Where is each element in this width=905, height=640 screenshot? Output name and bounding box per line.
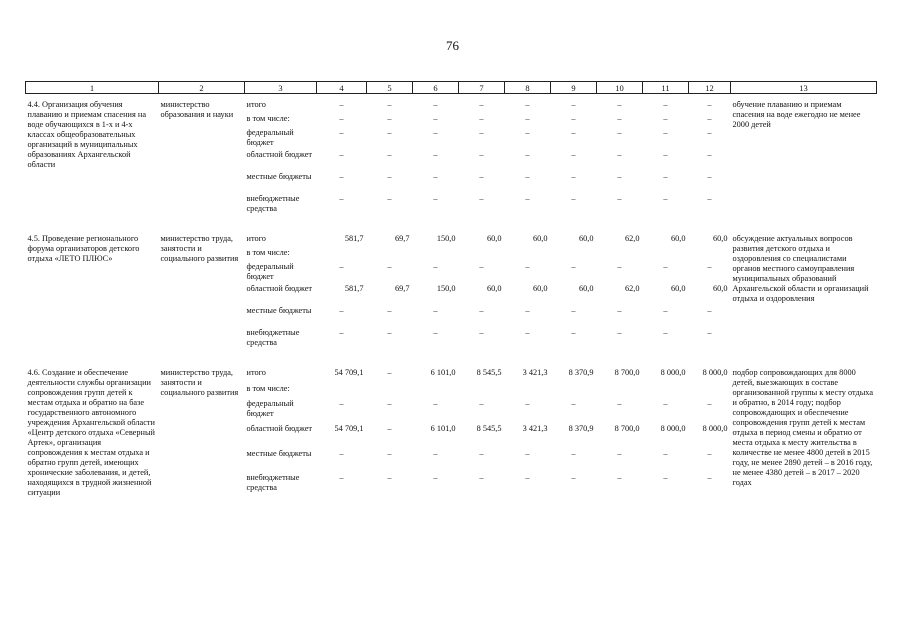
value-cell: – bbox=[617, 328, 622, 337]
value-cell: 150,0 bbox=[436, 284, 456, 293]
value-cell bbox=[643, 248, 689, 262]
value-cell: 581,7 bbox=[344, 234, 364, 243]
value-cell: 150,0 bbox=[436, 234, 456, 243]
value-cell: 60,0 bbox=[578, 234, 594, 243]
value-cell: – bbox=[571, 128, 576, 137]
value-cell: – bbox=[663, 128, 668, 137]
funding-source: итого bbox=[246, 234, 266, 243]
value-cell: – bbox=[339, 448, 344, 458]
header-cell: 1 bbox=[26, 82, 159, 94]
value-cell: – bbox=[479, 399, 484, 409]
value-cell bbox=[317, 248, 367, 262]
header-cell: 11 bbox=[643, 82, 689, 94]
activity-name: 4.6. Создание и обеспечение деятельности службы организации сопровождения групп детей к местам отдыха и обратно на базе государственного автономного учреждения Архангельской области «Центр детского отдыха «Северный Артек», организация сопровождения к местам отдыха и обратно групп детей, имеющих хронические заболевания, и детей, находящихся в трудной жизненной ситуации bbox=[27, 368, 155, 497]
value-cell: 62,0 bbox=[624, 284, 640, 293]
value-cell: – bbox=[663, 448, 668, 458]
value-cell bbox=[689, 248, 731, 262]
value-cell: 8 700,0 bbox=[614, 424, 640, 434]
header-cell: 6 bbox=[413, 82, 459, 94]
value-cell bbox=[367, 384, 413, 400]
value-cell: 60,0 bbox=[670, 234, 686, 243]
value-cell: 69,7 bbox=[394, 234, 410, 243]
funding-source: в том числе: bbox=[246, 114, 290, 123]
value-cell bbox=[597, 384, 643, 400]
value-cell: – bbox=[387, 100, 392, 109]
value-cell: 60,0 bbox=[532, 284, 548, 293]
funding-source: местные бюджеты bbox=[246, 172, 312, 181]
value-cell: 8 370,9 bbox=[568, 368, 594, 377]
value-cell: 8 700,0 bbox=[614, 368, 640, 377]
value-cell: – bbox=[525, 262, 530, 271]
value-cell: – bbox=[571, 194, 576, 203]
value-cell bbox=[413, 384, 459, 400]
funding-source: областной бюджет bbox=[246, 424, 313, 434]
funding-source: внебюджетные средства bbox=[246, 328, 300, 347]
value-cell: – bbox=[339, 114, 344, 123]
value-cell: – bbox=[663, 114, 668, 123]
value-cell: 60,0 bbox=[712, 234, 728, 243]
value-cell: – bbox=[479, 262, 484, 271]
value-cell: – bbox=[617, 448, 622, 458]
value-cell: – bbox=[479, 448, 484, 458]
funding-source: в том числе: bbox=[246, 383, 290, 393]
expected-result: обсуждение актуальных вопросов развития детского отдыха и оздоровления со специалистами органов местного самоуправления муниципальных образований Архангельской области и организаций отдыха и оздоровления bbox=[732, 234, 869, 303]
value-cell: 8 000,0 bbox=[702, 368, 728, 377]
value-cell: 60,0 bbox=[532, 234, 548, 243]
value-cell: – bbox=[617, 172, 622, 181]
header-cell: 10 bbox=[597, 82, 643, 94]
value-cell: – bbox=[387, 114, 392, 123]
value-cell: – bbox=[433, 473, 438, 483]
value-cell: – bbox=[571, 328, 576, 337]
funding-source: федеральный бюджет bbox=[246, 399, 294, 419]
table-body bbox=[26, 94, 877, 499]
value-cell: – bbox=[387, 368, 392, 377]
value-cell: 3 421,3 bbox=[522, 424, 548, 434]
value-cell: – bbox=[571, 100, 576, 109]
value-cell: – bbox=[339, 172, 344, 181]
value-cell: 581,7 bbox=[344, 284, 364, 293]
value-cell: – bbox=[433, 262, 438, 271]
value-cell: – bbox=[339, 306, 344, 315]
value-cell: – bbox=[571, 399, 576, 409]
value-cell: – bbox=[707, 114, 712, 123]
header-cell: 8 bbox=[505, 82, 551, 94]
value-cell: 54 709,1 bbox=[334, 368, 364, 377]
value-cell: – bbox=[707, 262, 712, 271]
value-cell: – bbox=[571, 150, 576, 159]
funding-source: федеральный бюджет bbox=[246, 128, 294, 147]
header-cell: 3 bbox=[245, 82, 317, 94]
value-cell: – bbox=[617, 128, 622, 137]
value-cell: – bbox=[339, 194, 344, 203]
value-cell: – bbox=[387, 328, 392, 337]
value-cell: – bbox=[479, 128, 484, 137]
funding-source: федеральный бюджет bbox=[246, 262, 294, 281]
value-cell: – bbox=[433, 100, 438, 109]
value-cell: 8 370,9 bbox=[568, 424, 594, 434]
value-cell: – bbox=[479, 150, 484, 159]
value-cell: – bbox=[479, 114, 484, 123]
value-cell: – bbox=[387, 448, 392, 458]
value-cell: 6 101,0 bbox=[430, 424, 456, 434]
value-cell: – bbox=[339, 328, 344, 337]
value-cell: – bbox=[571, 306, 576, 315]
value-cell: – bbox=[387, 473, 392, 483]
value-cell: – bbox=[479, 328, 484, 337]
value-cell bbox=[643, 384, 689, 400]
value-cell: – bbox=[571, 448, 576, 458]
value-cell: – bbox=[387, 172, 392, 181]
value-cell: – bbox=[663, 306, 668, 315]
table-row bbox=[26, 100, 877, 114]
value-cell: – bbox=[707, 150, 712, 159]
value-cell bbox=[505, 384, 551, 400]
value-cell: 8 000,0 bbox=[702, 424, 728, 434]
value-cell: – bbox=[707, 306, 712, 315]
value-cell: 60,0 bbox=[486, 284, 502, 293]
funding-source: местные бюджеты bbox=[246, 448, 312, 458]
value-cell: – bbox=[339, 150, 344, 159]
value-cell: – bbox=[571, 262, 576, 271]
value-cell: – bbox=[663, 473, 668, 483]
value-cell: – bbox=[387, 424, 392, 434]
value-cell: – bbox=[479, 306, 484, 315]
value-cell: – bbox=[387, 128, 392, 137]
value-cell: 8 545,5 bbox=[476, 368, 502, 377]
header-cell: 2 bbox=[159, 82, 245, 94]
header-cell: 9 bbox=[551, 82, 597, 94]
value-cell: – bbox=[617, 114, 622, 123]
value-cell: – bbox=[663, 262, 668, 271]
value-cell: 62,0 bbox=[624, 234, 640, 243]
value-cell: – bbox=[525, 328, 530, 337]
header-cell: 13 bbox=[731, 82, 877, 94]
value-cell: – bbox=[433, 306, 438, 315]
value-cell: – bbox=[571, 172, 576, 181]
value-cell: – bbox=[387, 262, 392, 271]
value-cell: – bbox=[663, 194, 668, 203]
table-row bbox=[26, 234, 877, 248]
value-cell: – bbox=[433, 399, 438, 409]
value-cell: – bbox=[617, 100, 622, 109]
table-row bbox=[26, 368, 877, 384]
funding-source: итого bbox=[246, 100, 266, 109]
header-cell: 7 bbox=[459, 82, 505, 94]
value-cell: – bbox=[707, 172, 712, 181]
executor: министерство труда, занятости и социального развития bbox=[160, 234, 239, 263]
value-cell: – bbox=[707, 473, 712, 483]
spacer-row bbox=[26, 350, 877, 368]
activity-name: 4.5. Проведение регионального форума организаторов детского отдыха «ЛЕТО ПЛЮС» bbox=[27, 234, 140, 263]
value-cell: – bbox=[433, 150, 438, 159]
value-cell: – bbox=[339, 128, 344, 137]
value-cell: 8 545,5 bbox=[476, 424, 502, 434]
value-cell: 60,0 bbox=[670, 284, 686, 293]
value-cell bbox=[551, 248, 597, 262]
value-cell: – bbox=[663, 150, 668, 159]
value-cell: – bbox=[387, 150, 392, 159]
value-cell bbox=[505, 248, 551, 262]
value-cell: – bbox=[617, 194, 622, 203]
value-cell: – bbox=[617, 399, 622, 409]
value-cell: – bbox=[339, 262, 344, 271]
value-cell: – bbox=[479, 100, 484, 109]
value-cell: 3 421,3 bbox=[522, 368, 548, 377]
value-cell: – bbox=[433, 448, 438, 458]
value-cell: – bbox=[387, 306, 392, 315]
funding-source: местные бюджеты bbox=[246, 306, 312, 315]
value-cell: – bbox=[617, 473, 622, 483]
value-cell: 60,0 bbox=[712, 284, 728, 293]
funding-source: областной бюджет bbox=[246, 150, 313, 159]
value-cell: – bbox=[525, 473, 530, 483]
value-cell: – bbox=[525, 128, 530, 137]
value-cell bbox=[459, 248, 505, 262]
value-cell bbox=[597, 248, 643, 262]
header-row bbox=[26, 82, 877, 94]
value-cell: – bbox=[663, 328, 668, 337]
value-cell bbox=[413, 248, 459, 262]
value-cell: – bbox=[663, 172, 668, 181]
program-table bbox=[25, 81, 877, 498]
page-number: 76 bbox=[446, 38, 459, 53]
value-cell: – bbox=[617, 262, 622, 271]
value-cell: – bbox=[707, 100, 712, 109]
value-cell: – bbox=[617, 306, 622, 315]
spacer-row bbox=[26, 216, 877, 234]
header-cell: 4 bbox=[317, 82, 367, 94]
value-cell: – bbox=[525, 114, 530, 123]
expected-result: подбор сопровождающих для 8000 детей, выезжающих в составе организованной группы к месту отдыха и обратно, в 2014 году; подбор сопровождающих и обеспечение сопровождения групп детей к местам отдыха в период смены и обратно от места отдыха к месту жительства в количестве не менее 4800 детей в 2015 году, не менее 2890 детей – в 2016 году, не менее 4380 детей – в 2017 – 2020 годах bbox=[732, 368, 874, 487]
value-cell: 8 000,0 bbox=[660, 424, 686, 434]
value-cell: – bbox=[387, 399, 392, 409]
value-cell: – bbox=[617, 150, 622, 159]
funding-source: областной бюджет bbox=[246, 284, 313, 293]
value-cell: – bbox=[433, 194, 438, 203]
value-cell: – bbox=[433, 114, 438, 123]
value-cell: – bbox=[433, 328, 438, 337]
funding-source: внебюджетные средства bbox=[246, 194, 300, 213]
value-cell: – bbox=[663, 399, 668, 409]
value-cell: – bbox=[663, 100, 668, 109]
value-cell: – bbox=[707, 128, 712, 137]
funding-source: в том числе: bbox=[246, 248, 290, 257]
value-cell: – bbox=[525, 448, 530, 458]
value-cell: 60,0 bbox=[486, 234, 502, 243]
value-cell: – bbox=[433, 128, 438, 137]
value-cell: – bbox=[433, 172, 438, 181]
value-cell: – bbox=[525, 306, 530, 315]
value-cell: – bbox=[707, 194, 712, 203]
executor: министерство образования и науки bbox=[160, 100, 234, 119]
value-cell: – bbox=[479, 473, 484, 483]
value-cell: – bbox=[525, 172, 530, 181]
value-cell: – bbox=[339, 399, 344, 409]
value-cell: – bbox=[571, 114, 576, 123]
funding-source: внебюджетные средства bbox=[246, 473, 300, 493]
value-cell: 60,0 bbox=[578, 284, 594, 293]
value-cell: – bbox=[525, 150, 530, 159]
value-cell: – bbox=[479, 172, 484, 181]
value-cell: 69,7 bbox=[394, 284, 410, 293]
value-cell: – bbox=[387, 194, 392, 203]
value-cell: – bbox=[525, 100, 530, 109]
value-cell bbox=[317, 384, 367, 400]
value-cell: 54 709,1 bbox=[334, 424, 364, 434]
value-cell: – bbox=[571, 473, 576, 483]
value-cell: – bbox=[479, 194, 484, 203]
value-cell bbox=[689, 384, 731, 400]
value-cell: – bbox=[525, 399, 530, 409]
value-cell: – bbox=[339, 473, 344, 483]
value-cell bbox=[459, 384, 505, 400]
value-cell: 6 101,0 bbox=[430, 368, 456, 377]
value-cell: – bbox=[707, 399, 712, 409]
value-cell: – bbox=[339, 100, 344, 109]
value-cell bbox=[551, 384, 597, 400]
value-cell: – bbox=[525, 194, 530, 203]
activity-name: 4.4. Организация обучения плаванию и приемам спасения на воде обучающихся в 1-х и 4-х классах общеобразовательных организаций в муниципальных образованиях Архангельской области bbox=[27, 100, 146, 169]
funding-source: итого bbox=[246, 368, 266, 377]
header-cell: 12 bbox=[689, 82, 731, 94]
value-cell: – bbox=[707, 448, 712, 458]
value-cell: – bbox=[707, 328, 712, 337]
header-cell: 5 bbox=[367, 82, 413, 94]
value-cell: 8 000,0 bbox=[660, 368, 686, 377]
value-cell bbox=[367, 248, 413, 262]
executor: министерство труда, занятости и социального развития bbox=[160, 368, 239, 397]
expected-result: обучение плаванию и приемам спасения на воде ежегодно не менее 2000 детей bbox=[732, 100, 861, 129]
